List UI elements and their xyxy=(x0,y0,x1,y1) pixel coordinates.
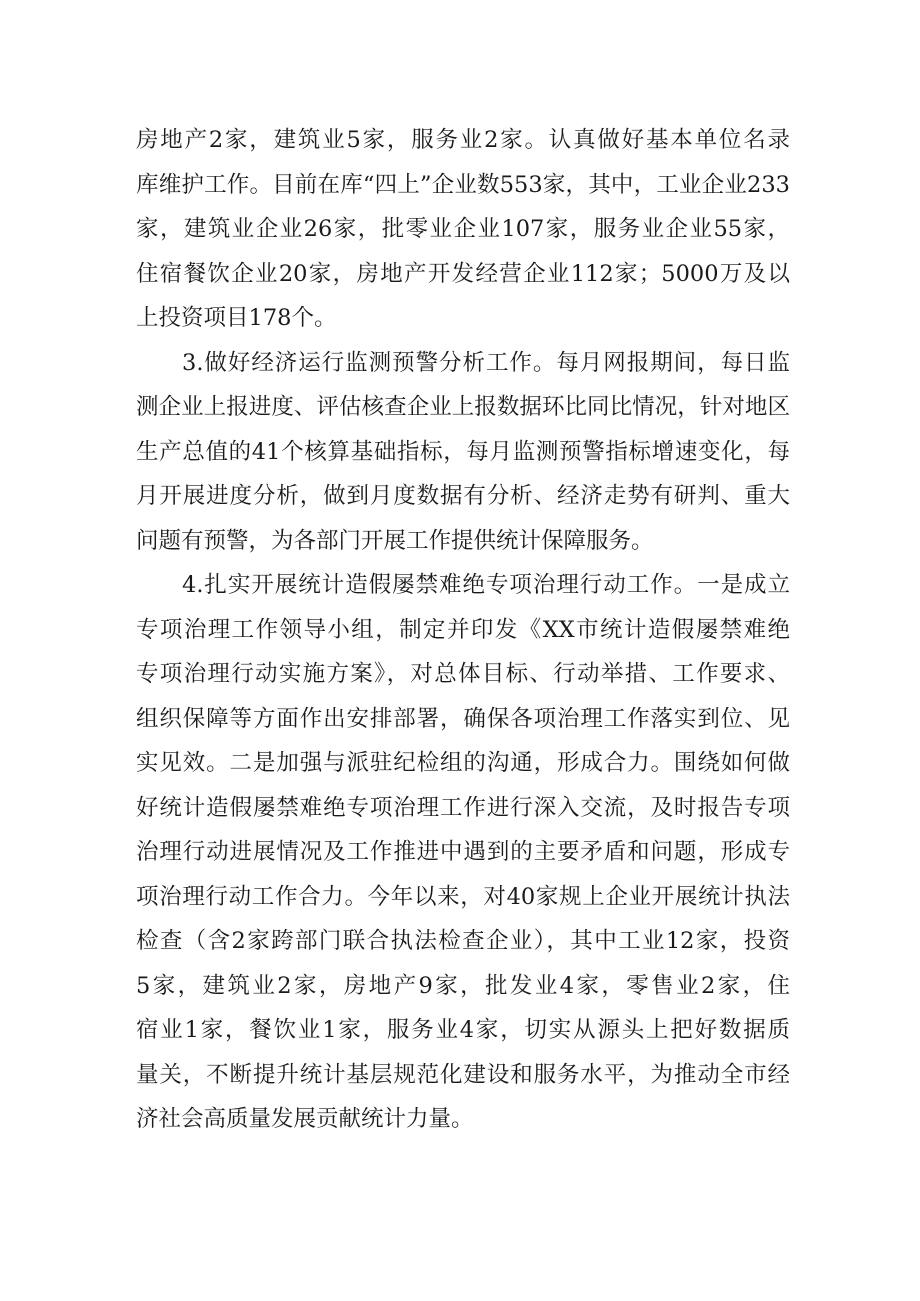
paragraph-3-line-11: 宿业1家，餐饮业1家，服务业4家，切实从源头上把好数据质 xyxy=(136,1017,790,1043)
paragraph-3-line-12: 量关，不断提升统计基层规范化建设和服务水平，为推动全市经 xyxy=(136,1062,790,1088)
paragraph-3-line-2: 专项治理工作领导小组，制定并印发《XX市统计造假屡禁难绝 xyxy=(136,617,790,643)
paragraph-1-line-2: 库维护工作。目前在库“四上”企业数553家，其中，工业企业233 xyxy=(136,172,790,198)
paragraph-3-line-13: 济社会高质量发展贡献统计力量。 xyxy=(136,1106,474,1132)
paragraph-2-line-4: 月开展进度分析，做到月度数据有分析、经济走势有研判、重大 xyxy=(136,483,790,509)
paragraph-3-line-9: 检查（含2家跨部门联合执法检查企业），其中工业12家，投资 xyxy=(136,928,790,954)
paragraph-1-line-3: 家，建筑业企业26家，批零业企业107家，服务业企业55家， xyxy=(136,216,790,242)
paragraph-3-line-7: 治理行动进展情况及工作推进中遇到的主要矛盾和问题，形成专 xyxy=(136,839,790,865)
paragraph-1-line-4: 住宿餐饮企业20家，房地产开发经营企业112家；5000万及以 xyxy=(136,261,790,287)
paragraph-3-line-1: 4.扎实开展统计造假屡禁难绝专项治理行动工作。一是成立 xyxy=(182,572,790,598)
paragraph-2-line-3: 生产总值的41个核算基础指标，每月监测预警指标增速变化，每 xyxy=(136,439,790,465)
paragraph-3-line-4: 组织保障等方面作出安排部署，确保各项治理工作落实到位、见 xyxy=(136,706,790,732)
paragraph-3-line-8: 项治理行动工作合力。今年以来，对40家规上企业开展统计执法 xyxy=(136,884,790,910)
paragraph-3-line-6: 好统计造假屡禁难绝专项治理工作进行深入交流，及时报告专项 xyxy=(136,795,790,821)
paragraph-3-line-5: 实见效。二是加强与派驻纪检组的沟通，形成合力。围绕如何做 xyxy=(136,750,790,776)
paragraph-1-line-5: 上投资项目178个。 xyxy=(136,305,337,331)
paragraph-2-line-2: 测企业上报进度、评估核查企业上报数据环比同比情况，针对地区 xyxy=(136,394,790,420)
paragraph-3-line-3: 专项治理行动实施方案》，对总体目标、行动举措、工作要求、 xyxy=(136,661,790,687)
paragraph-3-line-10: 5家，建筑业2家，房地产9家，批发业4家，零售业2家，住 xyxy=(136,973,790,999)
paragraph-2-line-5: 问题有预警，为各部门开展工作提供统计保障服务。 xyxy=(136,528,654,554)
paragraph-2-line-1: 3.做好经济运行监测预警分析工作。每月网报期间，每日监 xyxy=(182,350,790,376)
paragraph-1-line-1: 房地产2家，建筑业5家，服务业2家。认真做好基本单位名录 xyxy=(136,127,790,153)
